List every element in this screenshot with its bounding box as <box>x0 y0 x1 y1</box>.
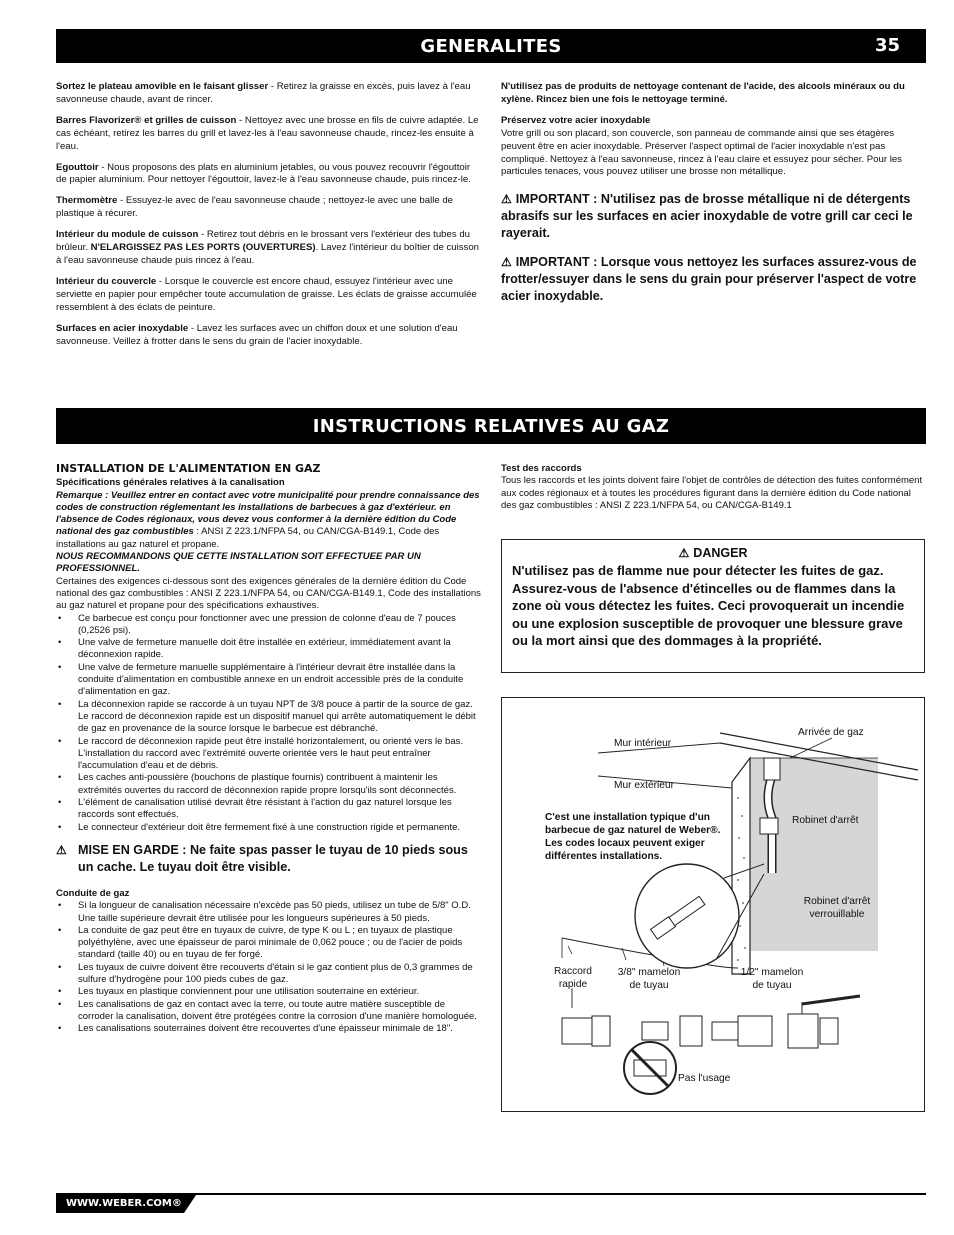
test-connections <box>501 463 925 512</box>
section-header-gaz <box>56 408 926 444</box>
label-mamelon-3-8: 3/8" mamelon de tuyau <box>617 967 681 991</box>
paragraph-thermometre: Thermomètre - Essuyez-le avec de l'eau savonneuse chaude ; nettoyez-le avec une balle de plastique à récurer. <box>56 195 454 220</box>
remark: Remarque : Veuillez entrer en contact avec votre municipalité pour prendre connaissance des codes de construction réglementant les installations de barbecues à gaz d'extérieur. en l'absence de Codes régionaux, vous devez vous conformer à la dernière édition du Code national des gaz combustibles : ANSI Z 223.1/NFPA 54, ou CAN/CGA-B149.1, Code des installations au gaz naturel et propane. <box>56 489 480 550</box>
recommendation: NOUS RECOMMANDONS QUE CETTE INSTALLATION SOIT EFFECTUEE PAR UN PROFESSIONNEL. <box>56 551 421 575</box>
list-item: • La déconnexion rapide se raccorde à un tuyau NPT de 3/8 pouce à partir de la source de gaz. Le raccord de déconnexion rapide est un dispositif manuel qui arrête automatiquement le débit de gaz en provenance de la source lorsque le barbecue est débranché. <box>56 699 482 736</box>
test-text: Tous les raccords et les joints doivent faire l'objet de contrôles de détection des fuites conformément aux codes régionaux et à toutes les procédures figurant dans la dernière édition du Code national des gaz combustibles : ANSI Z 223.1/NFPA 54, ou CAN/CGA-B149.1 <box>501 475 923 511</box>
warning-triangle-icon: ⚠ <box>678 546 690 560</box>
section-header-generalites <box>56 29 926 63</box>
footer-url[interactable]: WWW.WEBER.COM® <box>66 1198 182 1209</box>
list-item: • Les caches anti-poussière (bouchons de plastique fournis) contribuent à maintenir les extrémités ouvertes du raccord de déconnexion rapide propre lorsqu'ils sont déconnectés. <box>56 772 482 797</box>
danger-text: N'utilisez pas de flamme nue pour détecter les fuites de gaz. Assurez-vous de l'absence d'étincelles ou de flammes dans la zone où vous détectez les fuites. Ceci provoquerait un incendie ou une explosion susceptible de provoquer une blessure grave ou la mort ainsi que des dommages à la propriété. <box>512 563 905 649</box>
gas-subheading: Spécifications générales relatives à la canalisation <box>56 477 285 489</box>
steel-title: Préservez votre acier inoxydable <box>501 114 651 126</box>
list-item: • Ce barbecue est conçu pour fonctionner avec une pression de colonne d'eau de 7 pouces (0,2526 psi). <box>56 613 482 638</box>
label-raccord-rapide: Raccord rapide <box>554 966 592 990</box>
list-item: • Le raccord de déconnexion rapide peut être installé horizontalement, ou orienté vers le bas. L'installation du raccord avec l'extrémité ouverte orientée vers le haut peut entraîner l'accumulation d'eau et de débris. <box>56 736 482 773</box>
important-note-2: ⚠ IMPORTANT : Lorsque vous nettoyez les surfaces assurez-vous de frotter/essuyer dans le sens du grain pour préserver l'aspect de votre acier inoxydable. <box>501 255 917 304</box>
gas-instructions-left <box>56 463 482 1035</box>
list-item: • Les canalisations souterraines doivent être recouvertes d'une épaisseur minimale de 18". <box>56 1023 482 1035</box>
label-mur-exterieur: Mur extérieur <box>614 780 675 791</box>
paragraph-flavorizer: Barres Flavorizer® et grilles de cuisson - Nettoyez avec une brosse en fils de cuivre adaptée. Le cas échéant, retirez les barres du grill et lavez-les à l'eau savonneuse chaude, rincez-les ensuite à l'eau. <box>56 114 479 152</box>
acid-warning: N'utilisez pas de produits de nettoyage contenant de l'acide, des alcools minéraux ou du xylène. Rincez bien une fois le nettoyage terminé. <box>501 81 905 105</box>
important-note-1: ⚠ IMPORTANT : N'utilisez pas de brosse métallique ni de détergents abrasifs sur les surfaces en acier inoxydable de votre grill car ceci le rayerait. <box>501 192 913 241</box>
list-item: • Une valve de fermeture manuelle supplémentaire à l'intérieur devrait être installée dans la conduite d'alimentation en combustible annexe en un endroit accessible près de la conduite d'alimentation en gaz. <box>56 662 482 699</box>
warning-triangle-icon: ⚠ <box>501 192 512 207</box>
requirements-list <box>56 613 482 834</box>
gas-installation-diagram <box>501 697 925 1112</box>
list-item: • Les tuyaux en plastique conviennent pour une utilisation souterraine en extérieur. <box>56 986 482 998</box>
section-title: INSTRUCTIONS RELATIVES AU GAZ <box>312 416 670 437</box>
pipe-list <box>56 900 482 1035</box>
warning-triangle-icon: ⚠ <box>501 255 512 270</box>
test-title: Test des raccords <box>501 463 582 474</box>
label-pas-usage: Pas l'usage <box>678 1073 731 1084</box>
list-item: • Le connecteur d'extérieur doit être fermement fixé à une construction rigide et permanente. <box>56 822 482 834</box>
label-mamelon-1-2: 1/2" mamelon de tuyau <box>740 967 804 991</box>
list-item: • Les canalisations de gaz en contact avec la terre, ou toute autre matière susceptible de corroder la canalisation, doivent être protégées contre la corrosion d'une manière homologuée. <box>56 999 482 1024</box>
label-robinet-arret: Robinet d'arrêt <box>792 815 859 826</box>
steel-text: Votre grill ou son placard, son couvercle, son panneau de commande ainsi que ses étagères peuvent être en acier inoxydable. Préserver l'aspect optimal de l'acier inoxydable n'est pas compliqué. Nettoyez à l'eau savonneuse, rincez à l'eau claire et essuyez pour sécher. Pour les particules tenaces, vous pouvez utiliser une brosse non métallique. <box>501 127 902 178</box>
label-arrivee-gaz: Arrivée de gaz <box>798 727 864 738</box>
section-title: GENERALITES <box>420 36 562 57</box>
paragraph-plateau: Sortez le plateau amovible en le faisant glisser - Retirez la graisse en excès, puis lavez à l'eau savonneuse chaude, avant de rincer. <box>56 81 471 105</box>
list-item: • Les tuyaux de cuivre doivent être recouverts d'étain si le gaz contient plus de 0,3 grammes de sulfure d'hydrogène pour 100 pieds cubes de gaz. <box>56 962 482 987</box>
label-robinet-verrouillable: Robinet d'arrêt verrouillable <box>803 896 871 920</box>
paragraph-module-cuisson: Intérieur du module de cuisson - Retirez tout débris en le brossant vers l'extérieur des tubes du brûleur. N'ELARGISSEZ PAS LES PORTS (OUVERTURES). Lavez l'intérieur du boîtier de cuisson à l'eau savonneuse chaude puis rincez à l'eau. <box>56 229 480 266</box>
caution-note: ⚠ MISE EN GARDE : Ne faite spas passer le tuyau de 10 pieds sous un cache. Le tuyau doit être visible. <box>56 842 468 874</box>
gas-supply-heading: INSTALLATION DE L'ALIMENTATION EN GAZ <box>56 462 321 475</box>
page-number: 35 <box>874 35 900 56</box>
paragraph-acier: Surfaces en acier inoxydable - Lavez les surfaces avec un chiffon doux et une solution d'eau savonneuse. Veillez à frotter dans le sens du grain de l'acier inoxydable. <box>56 322 458 347</box>
danger-box <box>501 539 925 673</box>
footer-url-tab <box>56 1195 196 1213</box>
list-item: • Si la longueur de canalisation nécessaire n'excède pas 50 pieds, utilisez un tube de 5/8" O.D. Une taille supérieure devrait être utilisée pour les longueurs supérieures à 50 pieds. <box>56 900 482 925</box>
cleaning-instructions-left <box>56 81 479 356</box>
danger-title: ⚠ DANGER <box>678 546 748 560</box>
intro-text: Certaines des exigences ci-dessous sont des exigences générales de la dernière édition du Code national des gaz combustibles : ANSI Z 223.1/NFPA 54, ou CAN/CGA-B149.1, Code des installations au gaz naturel et propane pour des spécifications exhaustives. <box>56 575 481 612</box>
cleaning-instructions-right <box>501 81 924 313</box>
list-item: • L'élément de canalisation utilisé devrait être résistant à l'action du gaz naturel lorsque les raccords sont effectués. <box>56 797 482 822</box>
warning-triangle-icon: ⚠ <box>56 842 67 857</box>
installation-note: C'est une installation typique d'un barbecue de gaz naturel de Weber®. Les codes locaux peuvent exiger différentes installations. <box>545 812 721 862</box>
label-mur-interieur: Mur intérieur <box>614 738 672 749</box>
paragraph-couvercle: Intérieur du couvercle - Lorsque le couvercle est encore chaud, essuyez l'intérieur avec une serviette en papier pour empêcher toute accumulation de graisse. Les éclats de graisse accumulée ressemblent à des éclats de peinture. <box>56 275 477 313</box>
list-item: • Une valve de fermeture manuelle doit être installée en extérieur, immédiatement avant la déconnexion rapide. <box>56 637 482 662</box>
paragraph-egouttoir: Egouttoir - Nous proposons des plats en aluminium jetables, ou vous pouvez recouvrir l'égouttoir de papier aluminium. Pour nettoyer l'égouttoir, lavez-le à l'eau savonneuse chaude, puis rincez-le. <box>56 161 471 186</box>
pipe-title: Conduite de gaz <box>56 887 130 899</box>
list-item: • La conduite de gaz peut être en tuyaux de cuivre, de type K ou L ; en tuyaux de plastique polyéthylène, avec une épaisseur de paroi minimale de 0,062 pouce ; ou de l'acier de poids standard (taille 40) ou en tuyau de fer forgé. <box>56 925 482 962</box>
